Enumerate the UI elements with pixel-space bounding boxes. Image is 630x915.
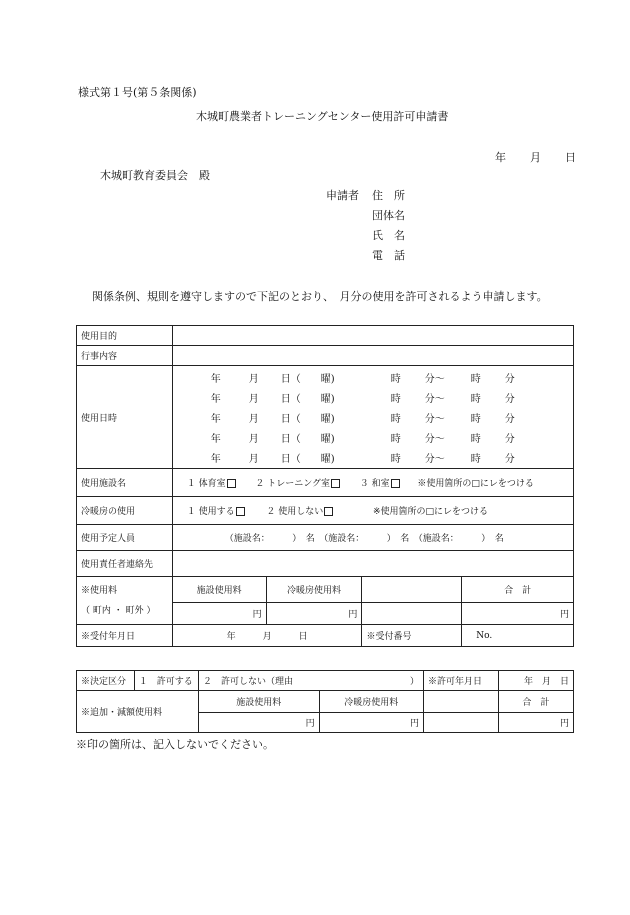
datetime-part: 時 [390,374,401,385]
facility-opt3: ３ 和室 [359,479,390,489]
fee-facility-value[interactable]: 円 [172,603,266,625]
datetime-part: 日（ [280,394,301,405]
row-contact [77,551,574,577]
addressee: 木城町教育委員会 殿 [100,169,210,182]
decision-opt2[interactable]: ２ 許可しない（理由 ） [198,671,423,691]
datetime-line[interactable] [173,450,573,466]
adjust-total-value[interactable]: 円 [498,713,573,733]
datetime-part: 時 [470,414,481,425]
datetime-part: 時 [470,394,481,405]
datetime-line[interactable] [173,410,573,426]
datetime-line[interactable] [173,430,573,446]
adjust-facility-value[interactable]: 円 [198,713,319,733]
aircon-field[interactable] [172,497,573,525]
facility-checkbox-1[interactable] [227,479,236,488]
facility-checkbox-3[interactable] [391,479,400,488]
row-fee-header [77,577,574,603]
fee-aircon-value[interactable]: 円 [266,603,362,625]
contact-field[interactable] [172,551,573,577]
date-day-label: 日 [565,151,576,164]
datetime-part: 年 [210,374,221,385]
adjust-blank-value [423,713,498,733]
permit-date-label: ※許可年月日 [423,671,498,691]
row-purpose [77,326,574,346]
adjust-total-label: 合 計 [498,691,573,713]
datetime-part: 年 [210,394,221,405]
datetime-part: 年 [210,414,221,425]
aircon-checkbox-2[interactable] [324,507,333,516]
adjust-aircon-value[interactable]: 円 [319,713,423,733]
row-event [77,346,574,366]
fee-label-cell [77,577,173,625]
datetime-part: 時 [390,434,401,445]
facility-checkbox-2[interactable] [331,479,340,488]
datetime-part: 月 [248,414,259,425]
datetime-part: 分～ [424,374,445,385]
aircon-opt1: １ 使用する [186,507,235,517]
datetime-part: 時 [470,454,481,465]
datetime-part: 日（ [280,414,301,425]
event-field[interactable] [172,346,573,366]
fee-label: ※使用料 [81,585,118,596]
fee-total-label: 合 計 [462,577,574,603]
datetime-part: 時 [390,454,401,465]
datetime-part: 分 [504,394,515,405]
persons-field[interactable]: （施設名： ） 名 （施設名： ） 名 （施設名： ） 名 [172,525,573,551]
adjust-label: ※追加・減額使用料 [77,691,199,733]
aircon-label: 冷暖房の使用 [77,497,173,525]
fee-facility-label: 施設使用料 [172,577,266,603]
datetime-line[interactable] [173,390,573,406]
datetime-part: 日（ [280,454,301,465]
datetime-part: 月 [248,394,259,405]
purpose-label: 使用目的 [77,326,173,346]
datetime-part: 分～ [424,454,445,465]
form-title: 木城町農業者トレーニングセンター使用許可申請書 [196,110,449,123]
datetime-part: 月 [248,434,259,445]
applicant-phone-label: 電 話 [372,249,405,262]
date-month-label: 月 [530,151,541,164]
aircon-checkbox-1[interactable] [236,507,245,516]
datetime-part: 曜) [320,394,335,405]
datetime-part: 時 [390,414,401,425]
fee-aircon-label: 冷暖房使用料 [266,577,362,603]
row-decision [77,671,574,691]
received-date[interactable]: 年 月 日 [172,625,362,647]
form-number: 様式第１号(第５条関係) [78,86,197,99]
datetime-label: 使用日時 [77,366,173,469]
persons-label: 使用予定人員 [77,525,173,551]
datetime-part: 時 [470,434,481,445]
aircon-opt2: ２ 使用しない [266,507,324,517]
facility-note: ※使用箇所の□にレをつける [417,479,534,489]
datetime-part: 時 [390,394,401,405]
row-datetime [77,366,574,469]
datetime-line[interactable] [173,370,573,386]
datetime-lines [173,366,573,468]
aircon-note: ※使用箇所の□にレをつける [372,507,489,517]
datetime-part: 分 [504,414,515,425]
event-label: 行事内容 [77,346,173,366]
decision-table [76,670,574,733]
datetime-part: 曜) [320,414,335,425]
facility-opt1: １ 体育室 [186,479,226,489]
row-received [77,625,574,647]
datetime-part: 分 [504,374,515,385]
adjust-aircon-label: 冷暖房使用料 [319,691,423,713]
row-facility [77,469,574,497]
footnote: ※印の箇所は、記入しないでください。 [76,738,274,751]
datetime-part: 分～ [424,414,445,425]
application-table [76,325,574,647]
datetime-part: 曜) [320,454,335,465]
datetime-part: 時 [470,374,481,385]
fee-total-value[interactable]: 円 [462,603,574,625]
datetime-part: 分～ [424,394,445,405]
received-label: ※受付年月日 [77,625,173,647]
applicant-address-label: 住 所 [372,189,405,202]
fee-sub-label: （ 町内 ・ 町外 ） [81,605,156,616]
datetime-field[interactable] [172,366,573,469]
adjust-blank [423,691,498,713]
row-adjust-header [77,691,574,713]
facility-label: 使用施設名 [77,469,173,497]
receipt-no-value[interactable]: No. [462,625,574,647]
datetime-part: 分 [504,454,515,465]
facility-field[interactable] [172,469,573,497]
datetime-part: 曜) [320,374,335,385]
permit-date-value[interactable]: 年 月 日 [498,671,573,691]
fee-blank-value [362,603,462,625]
datetime-part: 月 [248,454,259,465]
intro-text: 関係条例、規則を遵守しますので下記のとおり、 月分の使用を許可されるよう申請します。 [92,290,548,303]
datetime-part: 年 [210,454,221,465]
datetime-part: 月 [248,374,259,385]
datetime-part: 日（ [280,434,301,445]
fee-blank [362,577,462,603]
applicant-label: 申請者 [326,189,359,202]
datetime-part: 年 [210,434,221,445]
datetime-part: 日（ [280,374,301,385]
row-aircon [77,497,574,525]
facility-opt2: ２ トレーニング室 [255,479,331,489]
applicant-group-label: 団体名 [372,209,405,222]
adjust-facility-label: 施設使用料 [198,691,319,713]
applicant-name-label: 氏 名 [372,229,405,242]
contact-label: 使用責任者連絡先 [77,551,173,577]
decision-label: ※決定区分 [77,671,135,691]
purpose-field[interactable] [172,326,573,346]
datetime-part: 分～ [424,434,445,445]
date-year-label: 年 [495,151,506,164]
decision-opt1[interactable]: １ 許可する [134,671,198,691]
datetime-part: 分 [504,434,515,445]
row-persons [77,525,574,551]
receipt-no-label: ※受付番号 [362,625,462,647]
datetime-part: 曜) [320,434,335,445]
